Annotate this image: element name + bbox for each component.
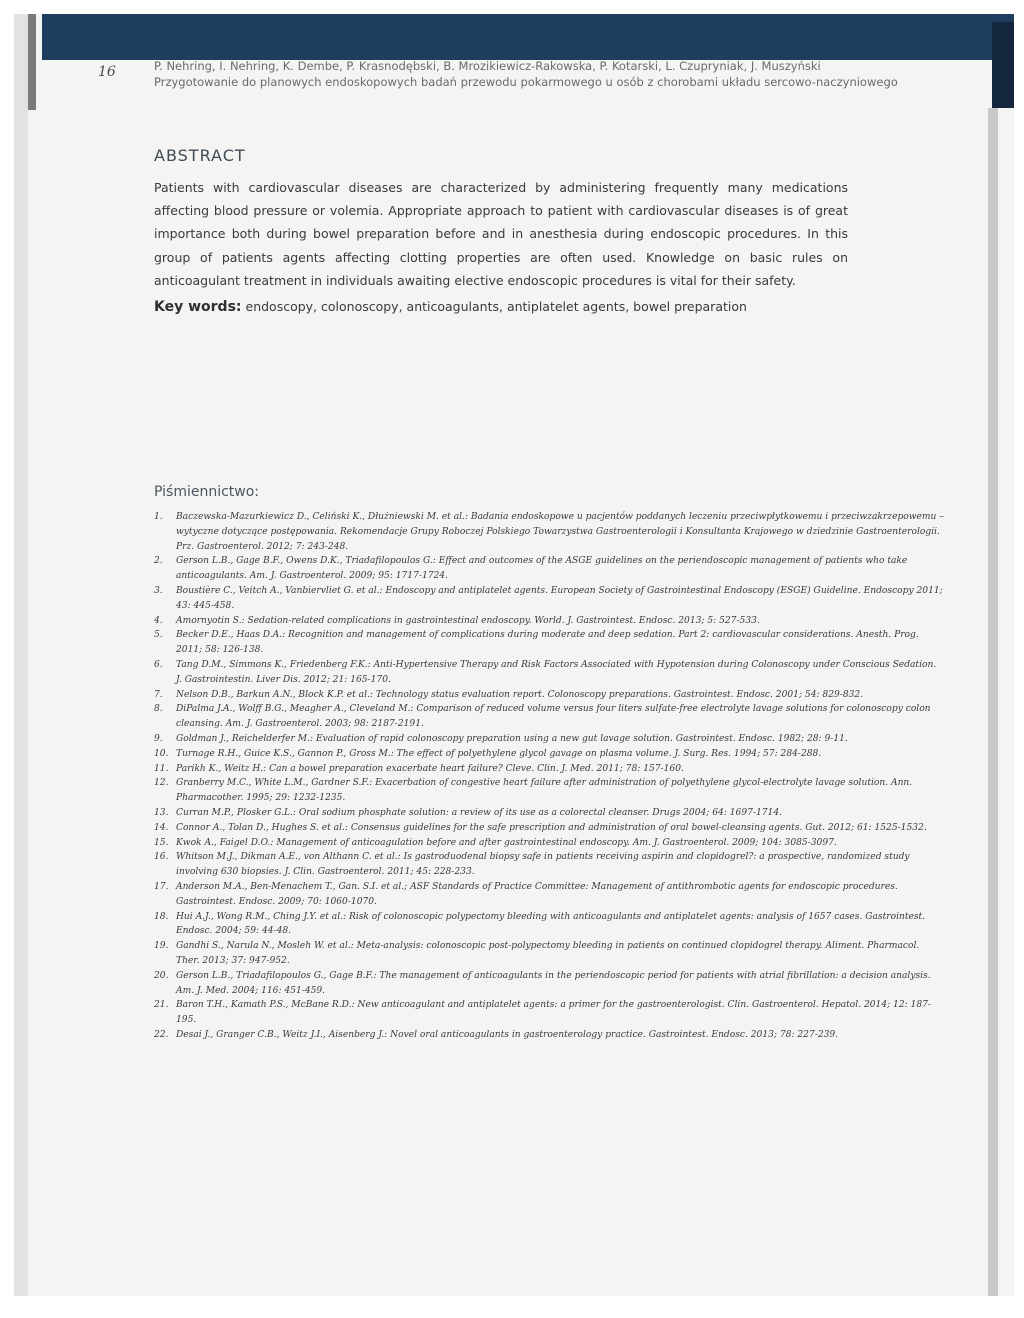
reference-item xyxy=(154,806,944,821)
reference-item xyxy=(154,836,944,851)
reference-text: Curran M.P., Plosker G.L.: Oral sodium phosphate solution: a review of its use as a colorectal cleanser. Drugs 2004; 64: 1697-1714. xyxy=(176,807,783,818)
reference-item xyxy=(154,688,944,703)
reference-item xyxy=(154,628,944,658)
reference-number: 5. xyxy=(154,630,163,641)
reference-item xyxy=(154,658,944,688)
reference-number: 4. xyxy=(154,615,163,626)
abstract-text: Patients with cardiovascular diseases are characterized by administering frequently many medications affecting blood pressure or volemia. Appropriate approach to patient with cardiovascular diseases is of great importance both during bowel preparation before and in anesthesia during endoscopic procedures. In this group of patients agents affecting clotting properties are often used. Knowledge on basic rules on anticoagulant treatment in individuals awaiting elective endoscopic procedures is vital for their safety. xyxy=(154,180,848,288)
reference-item xyxy=(154,584,944,614)
reference-text: Granberry M.C., White L.M., Gardner S.F.: Exacerbation of congestive heart failure after administration of polyethylene glycol-electrolyte lavage solution. Ann. Pharmacother. 1995; 29: 1232-1235. xyxy=(176,778,913,804)
reference-item xyxy=(154,510,944,554)
reference-text: Goldman J., Reichelderfer M.: Evaluation of rapid colonoscopy preparation using a new gut lavage solution. Gastrointest. Endosc. 1982; 28: 9-11. xyxy=(176,733,848,744)
reference-text: Connor A., Tolan D., Hughes S. et al.: Consensus guidelines for the safe prescription and administration of oral bowel-cleansing agents. Gut. 2012; 61: 1525-1532. xyxy=(176,822,927,833)
header-authors: P. Nehring, I. Nehring, K. Dembe, P. Krasnodębski, B. Mrozikiewicz-Rakowska, P. Kotarski, L. Czupryniak, J. Muszyński xyxy=(154,59,821,73)
reference-number: 17. xyxy=(154,881,169,892)
reference-item xyxy=(154,821,944,836)
reference-item xyxy=(154,910,944,940)
references-heading: Piśmiennictwo: xyxy=(154,484,260,500)
header-title: Przygotowanie do planowych endoskopowych badań przewodu pokarmowego u osób z chorobami układu sercowo-naczyniowego xyxy=(154,75,898,89)
reference-item xyxy=(154,969,944,999)
reference-text: Gerson L.B., Triadafilopoulos G., Gage B.F.: The management of anticoagulants in the periendoscopic period for patients with atrial fibrillation: a decision analysis. Am. J. Med. 2004; 116: 451-459. xyxy=(176,970,931,996)
reference-text: Tang D.M., Simmons K., Friedenberg F.K.: Anti-Hypertensive Therapy and Risk Factors Associated with Hypotension during Colonoscopy under Conscious Sedation. J. Gastrointestin. Liver Dis. 2012; 21: 165-170. xyxy=(176,659,937,685)
reference-item xyxy=(154,998,944,1028)
reference-text: Gerson L.B., Gage B.F., Owens D.K., Triadafilopoulos G.: Effect and outcomes of the ASGE guidelines on the periendoscopic management of patients who take anticoagulants. Am. J. Gastroenterol. 2009; 95: 1717-1724. xyxy=(176,556,908,582)
reference-number: 1. xyxy=(154,512,163,522)
reference-item xyxy=(154,850,944,880)
reference-number: 10. xyxy=(154,748,169,759)
reference-item xyxy=(154,614,944,629)
page-edge-shadow xyxy=(988,108,998,1296)
reference-text: Boustière C., Veitch A., Vanbiervliet G. et al.: Endoscopy and antiplatelet agents. European Society of Gastrointestinal Endoscopy (ESGE) Guideline. Endoscopy 2011; 43: 445-458. xyxy=(176,585,943,611)
page-edge-mark xyxy=(28,14,36,110)
reference-item xyxy=(154,732,944,747)
running-header xyxy=(154,58,954,90)
keywords xyxy=(154,298,874,316)
reference-text: Whitson M.J., Dikman A.E., von Althann C. et al.: Is gastroduodenal biopsy safe in patients receiving aspirin and clopidogrel?: a prospective, randomized study involving 630 biopsies. J. Clin. Gastroenterol. 2011; 45: 228-233. xyxy=(176,852,910,878)
reference-item xyxy=(154,554,944,584)
reference-item xyxy=(154,702,944,732)
reference-text: Turnage R.H., Guice K.S., Gannon P., Gross M.: The effect of polyethylene glycol gavage on plasma volume. J. Surg. Res. 1994; 57: 284-288. xyxy=(176,748,822,759)
reference-number: 20. xyxy=(154,970,169,981)
reference-number: 22. xyxy=(154,1029,169,1040)
reference-text: Anderson M.A., Ben-Menachem T., Gan. S.I. et al.; ASF Standards of Practice Committee: Management of antithrombotic agents for endoscopic procedures. Gastrointest. Endosc. 2009; 70: 1060-1070. xyxy=(176,881,898,907)
reference-number: 12. xyxy=(154,778,169,789)
reference-number: 15. xyxy=(154,837,169,848)
page-edge-stripe xyxy=(14,14,28,1296)
reference-number: 16. xyxy=(154,852,169,863)
reference-number: 7. xyxy=(154,689,163,700)
reference-text: Gandhi S., Narula N., Mosleh W. et al.: Meta-analysis: colonoscopic post-polypectomy bleeding in patients on continued clopidogrel therapy. Aliment. Pharmacol. Ther. 2013; 37: 947-952. xyxy=(176,941,920,966)
reference-item xyxy=(154,1028,944,1043)
reference-number: 11. xyxy=(154,763,169,774)
reference-item xyxy=(154,939,944,969)
keywords-text: endoscopy, colonoscopy, anticoagulants, antiplatelet agents, bowel preparation xyxy=(245,299,747,314)
reference-list xyxy=(154,510,944,1043)
reference-text: Baczewska-Mazurkiewicz D., Celiński K., Dłużniewski M. et al.: Badania endoskopowe u pacjentów poddanych leczeniu przeciwpłytkowemu i przeciwzakrzepowemu – wytyczne dotyczące postępowania. Rekomendacje Grupy Roboczej Polskiego Towarzystwa Gastroenterologii i Konsultanta Krajowego w dziedzinie Gastroenterologii. Prz. Gastroenterol. 2012; 7: 243-248. xyxy=(176,512,944,552)
reference-number: 13. xyxy=(154,807,169,818)
reference-text: Desai J., Granger C.B., Weitz J.I., Aisenberg J.: Novel oral anticoagulants in gastroenterology practice. Gastrointest. Endosc. 2013; 78: 227-239. xyxy=(176,1029,839,1040)
reference-number: 21. xyxy=(154,1000,169,1011)
reference-number: 14. xyxy=(154,822,169,833)
reference-text: Nelson D.B., Barkun A.N., Block K.P. et al.: Technology status evaluation report. Colonoscopy preparations. Gastrointest. Endosc. 2001; 54: 829-832. xyxy=(176,689,864,700)
reference-item xyxy=(154,747,944,762)
header-band xyxy=(42,14,1014,60)
reference-text: DiPalma J.A., Wolff B.G., Meagher A., Cleveland M.: Comparison of reduced volume versus four liters sulfate-free electrolyte lavage solutions for colonoscopy colon cleansing. Am. J. Gastroenterol. 2003; 98: 2187-2191. xyxy=(176,704,931,730)
reference-text: Kwok A., Faigel D.O.: Management of anticoagulation before and after gastrointestinal endoscopy. Am. J. Gastroenterol. 2009; 104: 3085-3097. xyxy=(176,837,837,848)
reference-text: Amornyotin S.: Sedation-related complications in gastrointestinal endoscopy. World. J. Gastrointest. Endosc. 2013; 5: 527-533. xyxy=(176,615,760,626)
abstract-heading: ABSTRACT xyxy=(154,146,246,165)
keywords-label: Key words: xyxy=(154,299,242,315)
reference-text: Parikh K., Weitz H.: Can a bowel preparation exacerbate heart failure? Cleve. Clin. J. Med. 2011; 78: 157-160. xyxy=(176,763,684,774)
reference-number: 18. xyxy=(154,911,169,922)
reference-number: 9. xyxy=(154,733,163,744)
reference-text: Hui A.J., Wong R.M., Ching J.Y. et al.: Risk of colonoscopic polypectomy bleeding with anticoagulants and antiplatelet agents: analysis of 1657 cases. Gastrointest. Endosc. 2004; 59: 44-48. xyxy=(176,911,926,937)
page-number: 16 xyxy=(98,64,116,80)
reference-text: Becker D.E., Haas D.A.: Recognition and management of complications during moderate and deep sedation. Part 2: cardiovascular considerations. Anesth. Prog. 2011; 58: 126-138. xyxy=(176,630,919,656)
reference-number: 6. xyxy=(154,659,163,670)
reference-number: 8. xyxy=(154,704,163,715)
reference-item xyxy=(154,762,944,777)
header-band-corner xyxy=(992,22,1014,108)
reference-item xyxy=(154,880,944,910)
reference-item xyxy=(154,776,944,806)
reference-number: 3. xyxy=(154,585,163,596)
reference-number: 19. xyxy=(154,941,169,952)
reference-number: 2. xyxy=(154,556,163,567)
reference-text: Baron T.H., Kamath P.S., McBane R.D.: New anticoagulant and antiplatelet agents: a primer for the gastroenterologist. Clin. Gastroenterol. Hepatol. 2014; 12: 187-195. xyxy=(176,1000,931,1026)
